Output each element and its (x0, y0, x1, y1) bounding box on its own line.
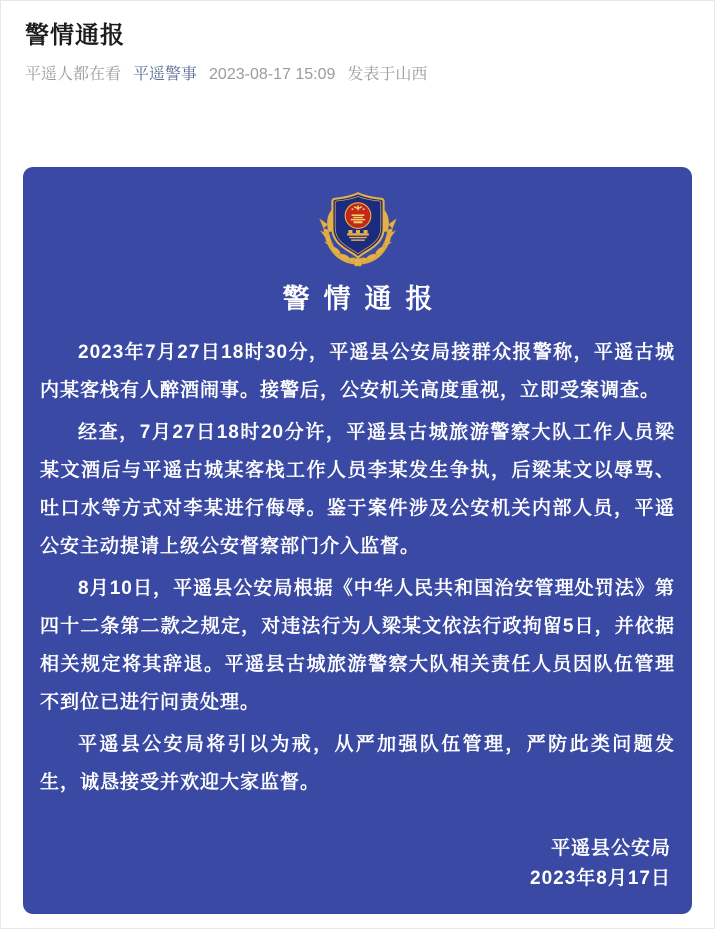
notice-card-title: 警情通报 (282, 284, 447, 314)
page-title: 警情通报 (25, 22, 125, 49)
publish-location: 发表于山西 (347, 66, 428, 83)
account-link[interactable]: 平遥警事 (133, 66, 198, 83)
meta-highlight-label: 平遥人都在看 (25, 66, 122, 83)
article-meta (25, 64, 690, 86)
notice-signature (40, 834, 675, 894)
signature-org: 平遥县公安局 (550, 838, 671, 859)
article-header (1, 1, 714, 86)
police-badge-icon (40, 189, 675, 271)
notice-body (40, 334, 675, 802)
notice-paragraph-3: 8月10日，平遥县公安局根据《中华人民共和国治安管理处罚法》第四十二条第二款之规定，对违法行为人梁某文依法行政拘留5日，并依据相关规定将其辞退。平遥县古城旅游警察大队相关责任人员因队伍管理不到位已进行问责处理。 (40, 578, 675, 713)
notice-paragraph-4: 平遥县公安局将引以为戒，从严加强队伍管理，严防此类问题发生，诚恳接受并欢迎大家监督。 (40, 734, 675, 793)
notice-paragraph-2: 经查，7月27日18时20分许，平遥县古城旅游警察大队工作人员梁某文酒后与平遥古城某客栈工作人员李某发生争执，后梁某文以辱骂、吐口水等方式对李某进行侮辱。鉴于案件涉及公安机关内部人员，平遥公安主动提请上级公安督察部门介入监督。 (40, 422, 675, 557)
signature-date: 2023年8月17日 (530, 868, 671, 889)
police-notice-card (23, 167, 692, 914)
publish-timestamp: 2023-08-17 15:09 (209, 66, 336, 83)
notice-paragraph-1: 2023年7月27日18时30分，平遥县公安局接群众报警称，平遥古城内某客栈有人醉酒闹事。接警后，公安机关高度重视，立即受案调查。 (40, 342, 675, 401)
